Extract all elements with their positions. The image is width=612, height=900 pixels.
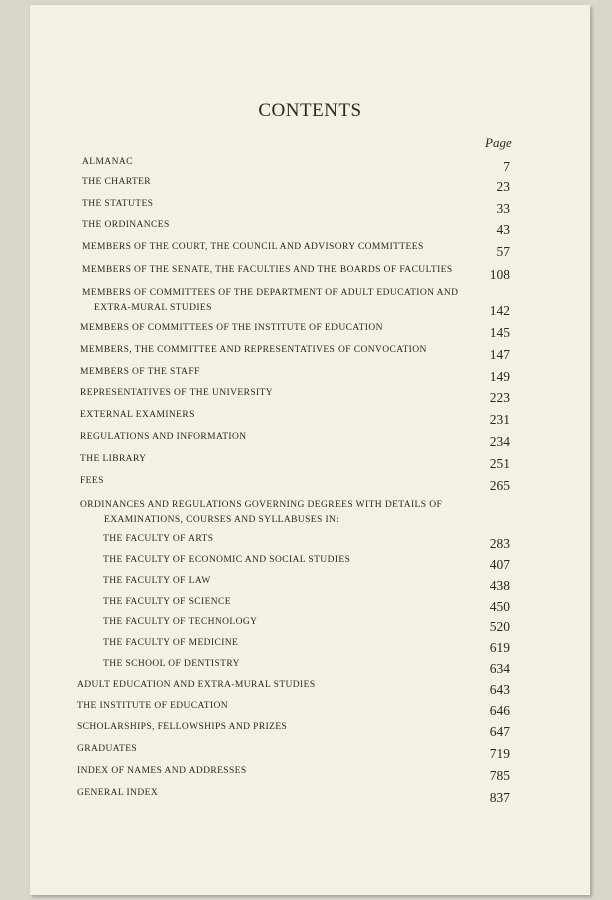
toc-entry-label: THE CHARTER: [82, 177, 152, 187]
toc-entry-label: THE INSTITUTE OF EDUCATION: [77, 701, 229, 711]
toc-entry-label: THE FACULTY OF ARTS: [103, 534, 214, 544]
toc-entry-page-number: 251: [489, 456, 510, 471]
toc-entry-label: MEMBERS OF THE COURT, THE COUNCIL AND ADVISORY COMMITTEES: [82, 242, 424, 252]
toc-entry: [30, 386, 590, 406]
toc-entry: [30, 553, 590, 573]
toc-entry: [30, 657, 590, 677]
toc-entry: [30, 764, 590, 784]
toc-entry-label: THE ORDINANCES: [82, 220, 170, 230]
toc-entry: [30, 240, 590, 260]
toc-entry-page-number: 7: [503, 159, 510, 174]
toc-entry-page-number: 223: [489, 390, 510, 405]
page-column-label: Page: [485, 135, 512, 150]
toc-entry-page-number: 43: [496, 222, 510, 237]
toc-entry-page-number: 643: [489, 682, 510, 697]
toc-entry-label: THE FACULTY OF ECONOMIC AND SOCIAL STUDIES: [103, 555, 351, 565]
toc-entry-label: THE LIBRARY: [80, 454, 147, 464]
toc-entry-label: THE FACULTY OF SCIENCE: [103, 597, 231, 607]
toc-entry-page-number: 450: [489, 599, 510, 614]
toc-entry-page-number: 520: [489, 619, 510, 634]
toc-entry-label: MEMBERS OF THE STAFF: [80, 367, 200, 377]
toc-entry: [30, 343, 590, 363]
toc-entry: [30, 452, 590, 472]
toc-entry-page-number: 407: [489, 557, 510, 572]
toc-entry-label: INDEX OF NAMES AND ADDRESSES: [77, 766, 247, 776]
toc-entry-page-number: 785: [489, 768, 510, 783]
toc-entry-page-number: 265: [489, 478, 510, 493]
toc-entry-page-number: 438: [489, 578, 510, 593]
toc-entry-label: MEMBERS OF COMMITTEES OF THE INSTITUTE OF EDUCATION: [80, 323, 383, 333]
toc-entry-page-number: 57: [496, 244, 510, 259]
toc-entry: [30, 321, 590, 341]
toc-entry: [30, 286, 590, 318]
toc-entry: [30, 365, 590, 385]
toc-entry-label: REGULATIONS AND INFORMATION: [80, 432, 247, 442]
toc-entry: [30, 218, 590, 238]
toc-entry: [30, 615, 590, 635]
toc-entry: [30, 430, 590, 450]
toc-entry-page-number: 108: [489, 267, 510, 282]
toc-entry-page-number: 23: [496, 179, 510, 194]
toc-entry: [30, 474, 590, 494]
toc-entry: [30, 595, 590, 615]
toc-entry: [30, 155, 590, 175]
toc-entry: [30, 498, 590, 525]
toc-entry-page-number: 142: [489, 303, 510, 318]
toc-entry: [30, 636, 590, 656]
toc-entry-label: MEMBERS, THE COMMITTEE AND REPRESENTATIVES OF CONVOCATION: [80, 345, 427, 355]
toc-entry-page-number: 619: [489, 640, 510, 655]
toc-entry-label: THE FACULTY OF MEDICINE: [103, 638, 239, 648]
toc-entry-label: GENERAL INDEX: [77, 788, 159, 798]
toc-entry-page-number: 647: [489, 724, 510, 739]
toc-entry-label: MEMBERS OF COMMITTEES OF THE DEPARTMENT OF ADULT EDUCATION AND EXTRA-MURAL STUDIES: [82, 288, 459, 313]
toc-entry-label: THE SCHOOL OF DENTISTRY: [103, 659, 240, 669]
document-page: [30, 5, 590, 895]
toc-entry-label: GRADUATES: [77, 744, 138, 754]
toc-entry: [30, 532, 590, 552]
toc-entry-page-number: 634: [489, 661, 510, 676]
toc-entry: [30, 678, 590, 698]
toc-entry-page-number: 719: [489, 746, 510, 761]
toc-entry-page-number: 145: [489, 325, 510, 340]
toc-entry-label: ORDINANCES AND REGULATIONS GOVERNING DEGREES WITH DETAILS OF EXAMINATIONS, COURSES AND SYLLABUSES IN:: [80, 500, 443, 525]
toc-entry: [30, 408, 590, 428]
toc-entry: [30, 720, 590, 740]
toc-entry: [30, 263, 590, 283]
toc-entry-page-number: 33: [496, 201, 510, 216]
toc-entry-page-number: 837: [489, 790, 510, 805]
toc-entry: [30, 574, 590, 594]
toc-entry-page-number: 234: [489, 434, 510, 449]
toc-entry-page-number: 147: [489, 347, 510, 362]
toc-entry-page-number: 283: [489, 536, 510, 551]
toc-entry-label: ALMANAC: [82, 157, 133, 167]
toc-entry-label: ADULT EDUCATION AND EXTRA-MURAL STUDIES: [77, 680, 316, 690]
toc-entry-page-number: 646: [489, 703, 510, 718]
toc-entry-label: THE FACULTY OF TECHNOLOGY: [103, 617, 258, 627]
toc-entry-label: EXTERNAL EXAMINERS: [80, 410, 195, 420]
toc-entry: [30, 175, 590, 195]
toc-entry-label: FEES: [80, 476, 104, 486]
page-title: CONTENTS: [258, 100, 362, 121]
toc-entry-label: THE STATUTES: [82, 199, 154, 209]
toc-entry: [30, 742, 590, 762]
toc-entry-label: MEMBERS OF THE SENATE, THE FACULTIES AND THE BOARDS OF FACULTIES: [82, 265, 453, 275]
toc-entry: [30, 699, 590, 719]
toc-entry-label: REPRESENTATIVES OF THE UNIVERSITY: [80, 388, 274, 398]
toc-entry-page-number: 149: [489, 369, 510, 384]
toc-entry: [30, 786, 590, 806]
toc-entry-label: SCHOLARSHIPS, FELLOWSHIPS AND PRIZES: [77, 722, 288, 732]
toc-entry-label: THE FACULTY OF LAW: [103, 576, 211, 586]
toc-entry: [30, 197, 590, 217]
toc-entry-page-number: 231: [489, 412, 510, 427]
